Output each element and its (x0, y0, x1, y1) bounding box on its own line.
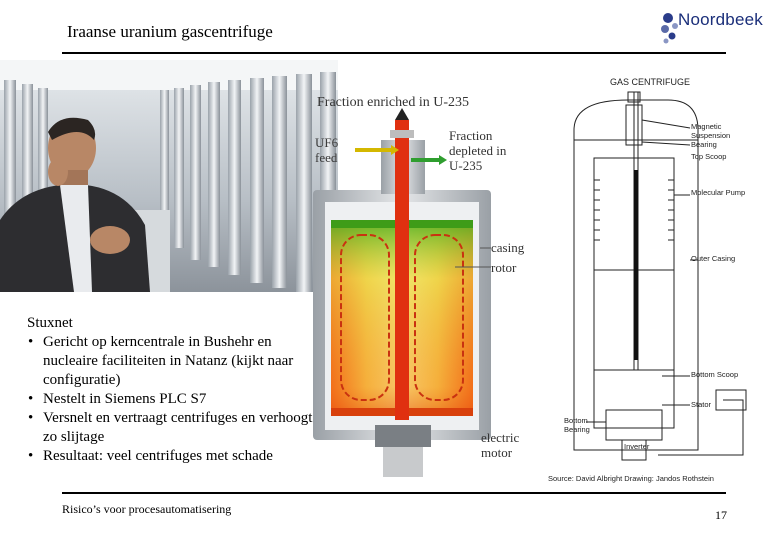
logo-text: Noordbeek (678, 10, 763, 29)
bullet-item: • Nestelt in Siemens PLC S7 (27, 390, 327, 409)
bullet-item: • Gericht op kerncentrale in Bushehr en nucleaire faciliteiten in Natanz (kijkt naar configuratie) (27, 333, 327, 390)
label-molecular-pump: Molecular Pump (691, 188, 746, 197)
label-bottom-scoop: Bottom Scoop (691, 370, 739, 379)
bullet-item: • Resultaat: veel centrifuges met schade (27, 447, 327, 466)
schematic-source: Source: David Albright Drawing: Jandos Rothstein (548, 474, 714, 483)
centrifuge-hall-photo (0, 60, 338, 292)
noordbeek-logo (660, 8, 770, 48)
bottom-rule (62, 492, 726, 494)
label-feed: UF6 feed (315, 135, 339, 165)
centrifuge-diagram (295, 90, 545, 485)
label-enriched: Fraction enriched in U-235 (317, 95, 470, 110)
label-bottom-bearing: Bottom Bearing (564, 416, 590, 434)
centrifuge-schematic (548, 70, 763, 490)
page-number: 17 (715, 508, 727, 522)
label-depleted: Fraction depleted in U-235 (449, 128, 507, 173)
footer-title: Risico’s voor procesautomatisering (62, 502, 232, 516)
label-outer-casing: Outer Casing (691, 254, 736, 263)
top-rule (62, 52, 726, 54)
label-magnetic-bearing: Magnetic Suspension Bearing (691, 122, 731, 149)
label-stator: Stator (691, 400, 712, 409)
label-inverter: Inverter (624, 442, 650, 451)
body-heading: Stuxnet (27, 315, 73, 331)
label-top-scoop: Top Scoop (691, 152, 727, 161)
label-rotor: rotor (491, 260, 517, 275)
schematic-title: GAS CENTRIFUGE (610, 77, 691, 87)
slide-body (27, 314, 327, 466)
bullet-item: • Versnelt en vertraagt centrifuges en verhoogt zo slijtage (27, 409, 327, 447)
slide-title: Iraanse uranium gascentrifuge (67, 22, 273, 41)
label-motor: electric motor (481, 430, 520, 460)
bullet-list (27, 333, 327, 466)
label-casing: casing (491, 240, 525, 255)
